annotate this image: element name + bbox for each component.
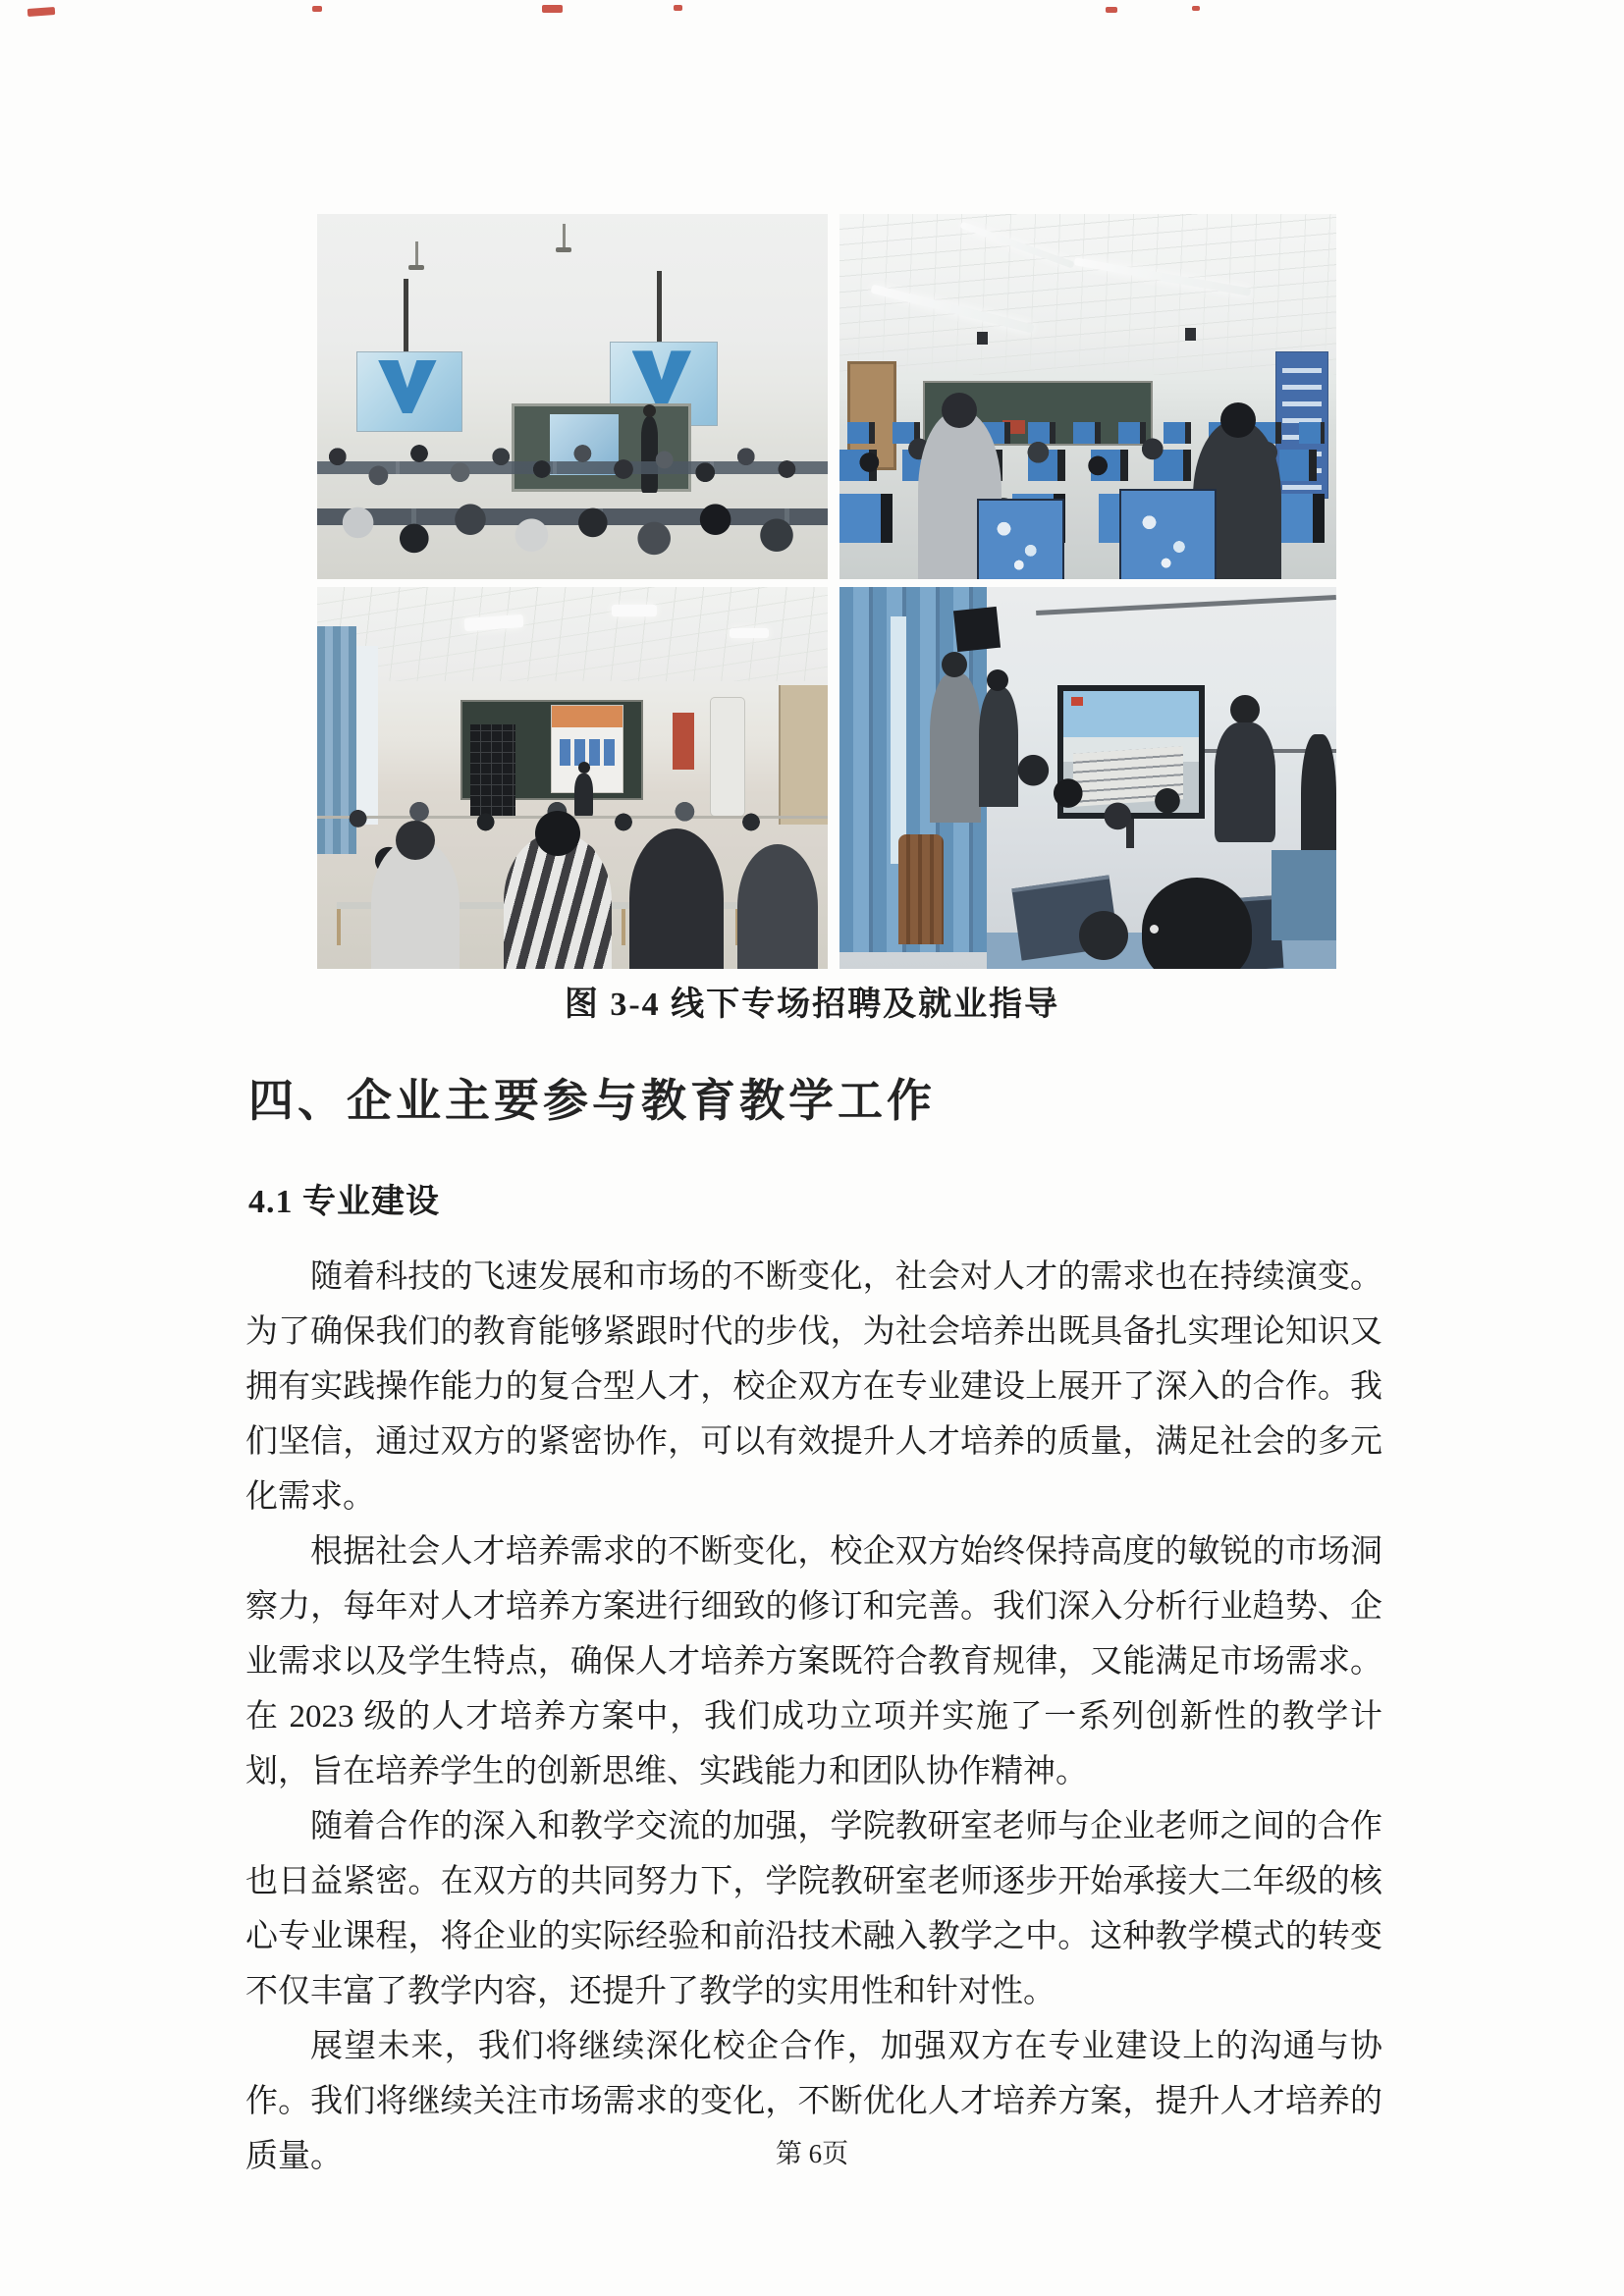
- ceiling-fan: [563, 224, 566, 249]
- monitor-blue-wallpaper: [977, 499, 1064, 579]
- scan-artifact: [674, 5, 682, 11]
- monitor-blue-wallpaper: [1119, 489, 1217, 579]
- paragraph-2: 根据社会人才培养需求的不断变化，校企双方始终保持高度的敏锐的市场洞察力，每年对人才培养方案进行细致的修订和完善。我们深入分析行业趋势、企业需求以及学生特点，确保人才培养方案既符合教育规律，又能满足市场需求。在 2023 级的人才培养方案中，我们成功立项并实施了一系列创新性的教学计划，旨在培养学生的创新思维、实践能力和团队协作精神。: [245, 1534, 1382, 1789]
- ceiling-fan: [408, 265, 424, 270]
- monitor: [1272, 850, 1336, 940]
- scan-artifact: [27, 7, 55, 17]
- presenter-silhouette: [643, 404, 656, 417]
- wall-speaker: [977, 332, 988, 345]
- ceiling-fan: [415, 241, 418, 267]
- student-silhouette: [1220, 402, 1256, 438]
- paragraph-4: 展望未来，我们将继续深化校企合作，加强双方在专业建设上的沟通与协作。我们将继续关注市场需求的变化，不断优化人才培养方案，提升人才培养的质量。: [245, 2029, 1382, 2174]
- paragraph-1: 随着科技的飞速发展和市场的不断变化，社会对人才的需求也在持续演变。为了确保我们的教育能够紧跟时代的步伐，为社会培养出既具备扎实理论知识又拥有实践操作能力的复合型人才，校企双方在专业建设上展开了深入的合作。我们坚信，通过双方的紧密协作，可以有效提升人才培养的质量，满足社会的多元化需求。: [245, 1259, 1382, 1515]
- ceiling-fan: [556, 247, 571, 252]
- student-silhouette: [737, 844, 818, 969]
- red-poster: [673, 713, 694, 770]
- student-silhouette: [629, 828, 724, 969]
- student-silhouette: [942, 393, 977, 428]
- presenter-silhouette: [578, 762, 590, 774]
- photo-classroom-projector-presentation: [317, 587, 828, 969]
- photo-tv-screen-guidance-session: [839, 587, 1336, 969]
- scan-artifact: [312, 6, 322, 12]
- subsection-heading: 4.1 专业建设: [248, 1184, 440, 1220]
- figure-caption: 图 3-4 线下专场招聘及就业指导: [564, 987, 1060, 1023]
- student-audience: [317, 422, 828, 579]
- photo-classroom-hanging-led-screens: [317, 214, 828, 579]
- paragraph-3: 随着合作的深入和教学交流的加强，学院教研室老师与企业老师之间的合作也日益紧密。在双方的共同努力下，学院教研室老师逐步开始承接大二年级的核心专业课程，将企业的实际经验和前沿技术融入教学之中。这种教学模式的转变不仅丰富了教学内容，还提升了教学的实用性和针对性。: [245, 1809, 1382, 2009]
- earphone-icon: [1150, 925, 1159, 934]
- slide-tiles: [560, 739, 617, 766]
- wall-speaker: [1185, 328, 1196, 341]
- scan-artifact: [542, 5, 563, 13]
- student-silhouette: [1079, 911, 1128, 960]
- body-text: [245, 1250, 1382, 2184]
- figure-3-4-photo-grid: [317, 214, 1336, 969]
- screen-mount-pole: [657, 271, 662, 344]
- wooden-chair: [898, 834, 944, 944]
- chevron-logo-icon: [632, 350, 691, 406]
- scan-artifact: [1106, 7, 1117, 13]
- screen-mount-pole: [404, 279, 408, 351]
- photo-computer-lab-session: [839, 214, 1336, 579]
- hanging-display-left: [356, 351, 462, 432]
- ceiling-light: [730, 628, 769, 638]
- chevron-logo-icon: [378, 360, 436, 413]
- slide-header: [552, 706, 623, 727]
- scan-artifact: [1192, 6, 1200, 11]
- student-silhouette: [535, 811, 580, 856]
- page-number: 第 6页: [775, 2139, 849, 2168]
- student-silhouette: [396, 821, 435, 860]
- ceiling-light: [612, 605, 657, 616]
- section-heading: 四、企业主要参与教育教学工作: [248, 1075, 936, 1126]
